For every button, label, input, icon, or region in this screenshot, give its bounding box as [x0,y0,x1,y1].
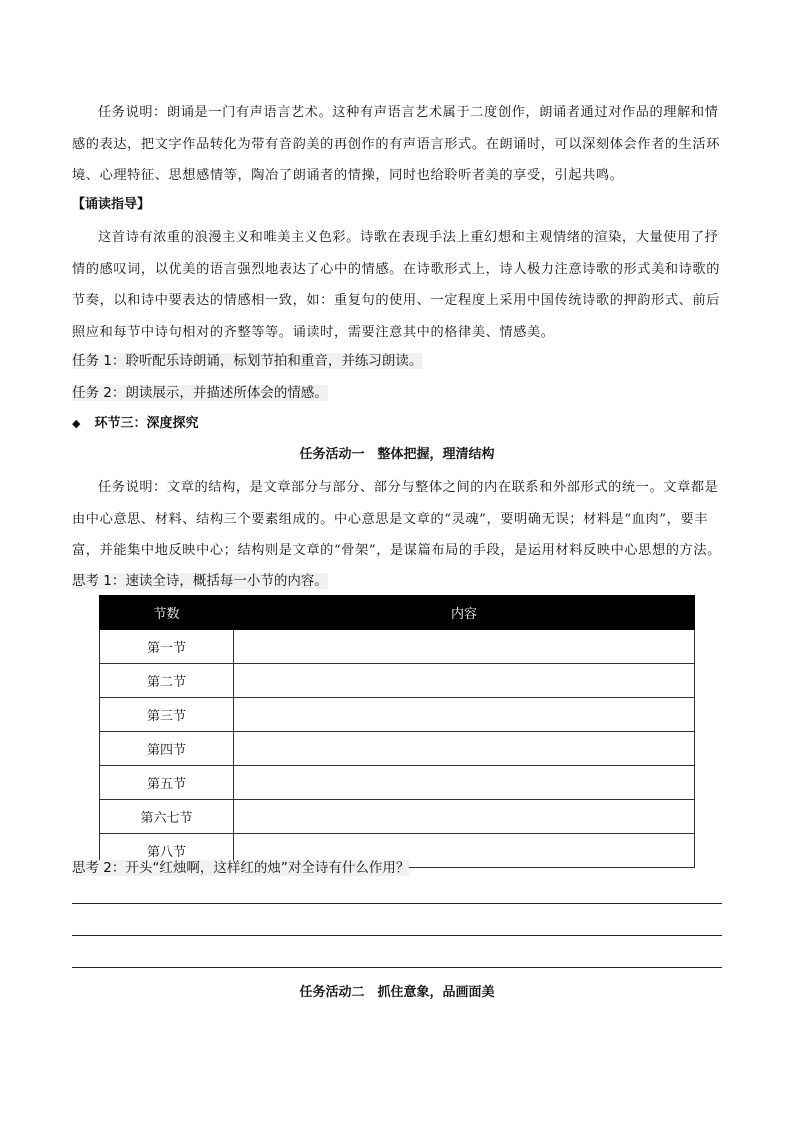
stanza-label: 第二节 [100,664,234,698]
stanza-label: 第一节 [100,630,234,664]
stanza-label: 第五节 [100,766,234,800]
task-1 [72,351,422,371]
recitation-guide-heading: 【诵读指导】 [72,197,151,212]
stanza-label: 第八节 [100,834,234,868]
stanza-content-cell[interactable] [234,766,695,800]
task-1-text: 任务 1：聆听配乐诗朗诵，标划节拍和重音，并练习朗读。 [72,353,423,369]
task-2-text: 任务 2：朗读展示，并描述所体会的情感。 [72,385,328,401]
section-3-title: 环节三：深度探究 [94,416,199,431]
task-description-recitation: 任务说明：朗诵是一门有声语言艺术。这种有声语言艺术属于二度创作，朗诵者通过对作品的理解和情感的表达，把文字作品转化为带有音韵美的再创作的有声语言形式。在朗诵时，可以深刻体会作者的生活环境、心理特征、思想感情等，陶冶了朗诵者的情操，同时也给聆听者美的享受，引起共鸣。 [72,105,721,183]
diamond-bullet-icon: ◆ [72,417,81,430]
table-row [100,698,695,732]
stanza-label: 第六七节 [100,800,234,834]
task-description-structure: 任务说明：文章的结构，是文章部分与部分、部分与整体之间的内在联系和外部形式的统一。文章都是由中心意思、材料、结构三个要素组成的。中心意思是文章的“灵魂”，要明确无误；材料是“血肉”，要丰富，并能集中地反映中心；结构则是文章的“骨架”，是谋篇布局的手段，是运用材料反映中心思想的方法。 [72,480,721,558]
table-header-stanza: 节数 [100,596,234,630]
activity-2-title: 任务活动二 抓住意象，品画面美 [299,985,495,1000]
stanza-content-cell[interactable] [234,698,695,732]
answer-line[interactable] [72,967,722,968]
answer-line[interactable] [72,903,722,904]
stanza-label: 第三节 [100,698,234,732]
section-3-heading [72,414,198,434]
table-row [100,800,695,834]
think-2 [72,858,409,878]
stanza-content-cell[interactable] [234,732,695,766]
stanza-content-cell[interactable] [234,630,695,664]
task-2 [72,383,328,403]
activity-1-title: 任务活动一 整体把握，理清结构 [299,447,495,462]
recitation-guide-text: 这首诗有浓重的浪漫主义和唯美主义色彩。诗歌在表现手法上重幻想和主观情绪的渲染，大量使用了抒情的感叹词，以优美的语言强烈地表达了心中的情感。在诗歌形式上，诗人极力注意诗歌的形式美和诗歌的节奏，以和诗中要表达的情感相一致，如：重复句的使用、一定程度上采用中国传统诗歌的押韵形式、前后照应和每节中诗句相对的齐整等等。诵读时，需要注意其中的格律美、情感美。 [72,230,721,340]
table-row [100,766,695,800]
table-header-content: 内容 [234,596,695,630]
table-row [100,664,695,698]
stanza-content-cell[interactable] [234,664,695,698]
stanza-label: 第四节 [100,732,234,766]
think-2-text: 思考 2：开头“红烛啊，这样红的烛”对全诗有什么作用？ [72,860,410,876]
table-header-row [100,596,695,630]
stanza-summary-table [99,595,695,868]
stanza-content-cell[interactable] [234,800,695,834]
think-1-text: 思考 1：速读全诗，概括每一小节的内容。 [72,573,328,589]
think-1 [72,571,328,591]
answer-line[interactable] [72,935,722,936]
table-row [100,732,695,766]
table-row [100,630,695,664]
